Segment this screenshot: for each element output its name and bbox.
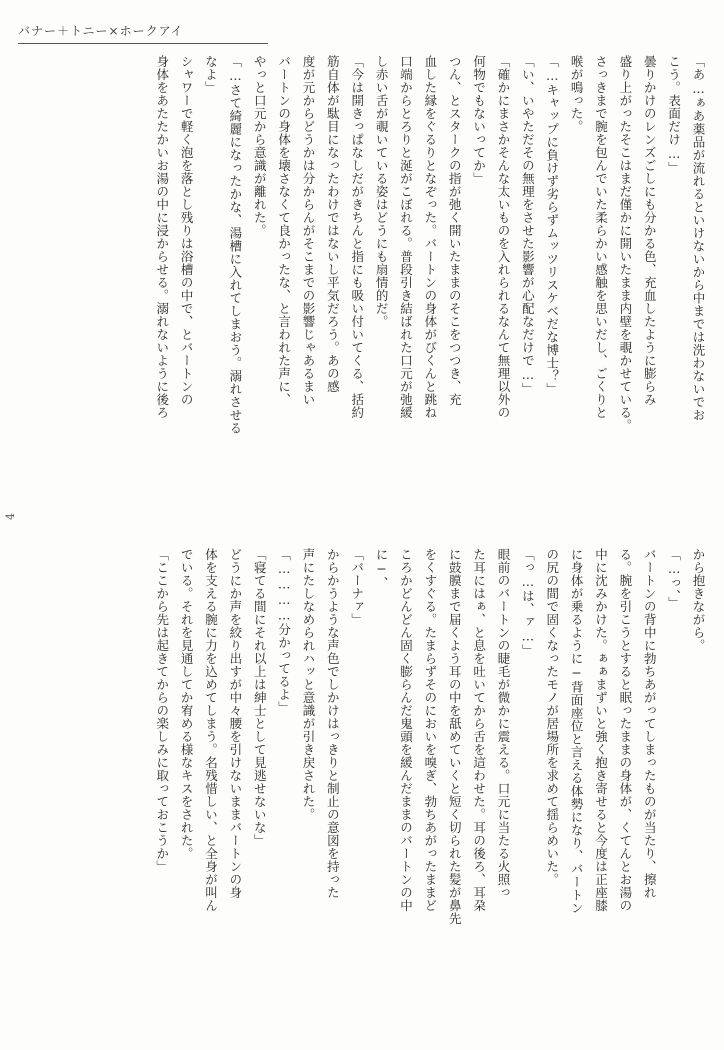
paragraph-line: 声にたしなめられハッと意識が引き戻された。 — [301, 548, 316, 821]
paragraph-line: どうにか声を絞り出すが中々腰を引けないままバートンの身 — [227, 548, 243, 899]
header-rule — [18, 43, 268, 44]
text-block-upper — [110, 55, 710, 535]
paragraph-line: 中に沈みかけた。ぁぁまずいと強く抱き寄せると今度は正座膝 — [593, 548, 609, 912]
paragraph-line: 「…っ、」 — [666, 548, 682, 610]
paragraph-line: 身体をあたたかいお湯の中に浸からせる。溺れないように後ろ — [154, 55, 170, 419]
paragraph-line: 口端からとろりと涎がこぼれる。普段引き結ばれた口元が弛緩 — [398, 55, 414, 419]
paragraph-line: 筋自体が駄目になったわけではないし平気だろう。あの感 — [325, 55, 341, 393]
paragraph-line: る。腕を引こうとすると眠ったままの身体が、くてんとお湯の — [617, 548, 633, 912]
page-number: 4 — [4, 513, 17, 520]
paragraph-line: 「今は開きっぱなしだがきちんと指にも吸い付いてくる、括約 — [349, 55, 365, 419]
paragraph-line: 盛り上がったそこはまだ僅かに開いたまま内壁を覗かせている。 — [617, 55, 633, 432]
paragraph-line: さっきまで腕を包んでいた柔らかい感触を思いだし、ごくりと — [593, 55, 609, 419]
paragraph-line: やっと口元から意識が離れた。 — [252, 55, 268, 237]
paragraph-line: ころかどんどん固く膨らんだ鬼頭を緩んだままのバートンの中 — [398, 548, 414, 912]
paragraph-line: 喉が鳴った。 — [569, 55, 585, 133]
paragraph-line: バートンの背中に勃ちあがってしまったものが当たり、擦れ — [642, 548, 658, 899]
paragraph-line: し赤い舌が覗いている姿はどうにも扇情的だ。 — [374, 55, 390, 328]
paragraph-line: 「い、いやただその無理をさせた影響が心配なだけで…」 — [520, 55, 536, 396]
paragraph-line: から抱きながら。 — [691, 548, 706, 652]
paragraph-line: 曇りかけのレンズごしにも分かる色、充血したように膨らみ — [642, 55, 658, 406]
header-title: バナー＋トニー×ホークアイ — [18, 24, 184, 38]
paragraph-line: に鼓膜まで届くよう耳の中を舐めていくと短く切られた髪が鼻先 — [447, 548, 463, 925]
paragraph-line: 何物でもないってか」 — [471, 55, 487, 185]
paragraph-line: 「あ…ぁあ薬品が流れるといけないから中までは洗わないでお — [691, 55, 706, 422]
paragraph-line: でいる。それを見通してか宥める様なキスをされた。 — [179, 548, 195, 860]
paragraph-line: た耳にはぁ、と息を吐いてから舌を這わせた。耳の後ろ、耳朶 — [471, 548, 487, 912]
paragraph-line: 度が元からどうかは分からんがそこまでの影響じゃあるまい — [301, 55, 316, 406]
paragraph-line: バートンの身体を壊さなくて良かったな、と言われた声に、 — [276, 55, 292, 406]
paragraph-line: 眼前のバートンの睫毛が微かに震える。口元に当たる火照っ — [496, 548, 511, 899]
paragraph-line: 「バーナァ」 — [349, 548, 365, 626]
paragraph-line: からかうような声色でしかけはっきりと制止の意図を持った — [325, 548, 341, 899]
paragraph-line: に身体が乗るように−背面座位と言える体勢になり、バートン — [569, 548, 585, 915]
paragraph-line: の尻の間で固くなったモノが居場所を求めて揺らめいた。 — [544, 548, 560, 886]
paragraph-line: つん、とスタークの指が弛く開いたままのそこをつつき、充 — [447, 55, 463, 406]
paragraph-line: なよ」 — [203, 55, 219, 94]
paragraph-line: 「…さて綺麗になったかな、湯槽に入れてしまおう。溺れさせる — [227, 55, 243, 435]
paragraph-line: 「…………分かってるよ」 — [276, 548, 292, 714]
paragraph-line: 体を支える腕に力を込めてしまう。名残惜しい、と全身が叫ん — [203, 548, 219, 912]
paragraph-line: 「確かにまさかそんな太いものを入れられるなんて無理以外の — [496, 55, 511, 419]
paragraph-line: に−、 — [374, 548, 390, 590]
paragraph-line: 血した縁をぐるりとなぞった。バートンの身体がびくんと跳ね — [422, 55, 438, 419]
paragraph-line: こう。表面だけ…」 — [666, 55, 682, 175]
page-header — [18, 22, 268, 44]
text-block-lower — [70, 548, 710, 1018]
paragraph-line: 「ここから先は起きてからの楽しみに取っておこうか」 — [154, 548, 170, 873]
paragraph-line: をくすぐる。たまらずそのにおいを嗅ぎ、勃ちあがったままど — [422, 548, 438, 912]
paragraph-line: 「寝てる間にそれ以上は紳士として見逃せないな」 — [252, 548, 268, 847]
paragraph-line: 「…キャップに負けず劣らずムッツリスケベだな博士？」 — [544, 55, 560, 396]
paragraph-line: シャワーで軽く泡を落とし残りは浴槽の中で、とバートンの — [179, 55, 195, 406]
paragraph-line: 「っ…は、ァ…」 — [520, 548, 536, 657]
